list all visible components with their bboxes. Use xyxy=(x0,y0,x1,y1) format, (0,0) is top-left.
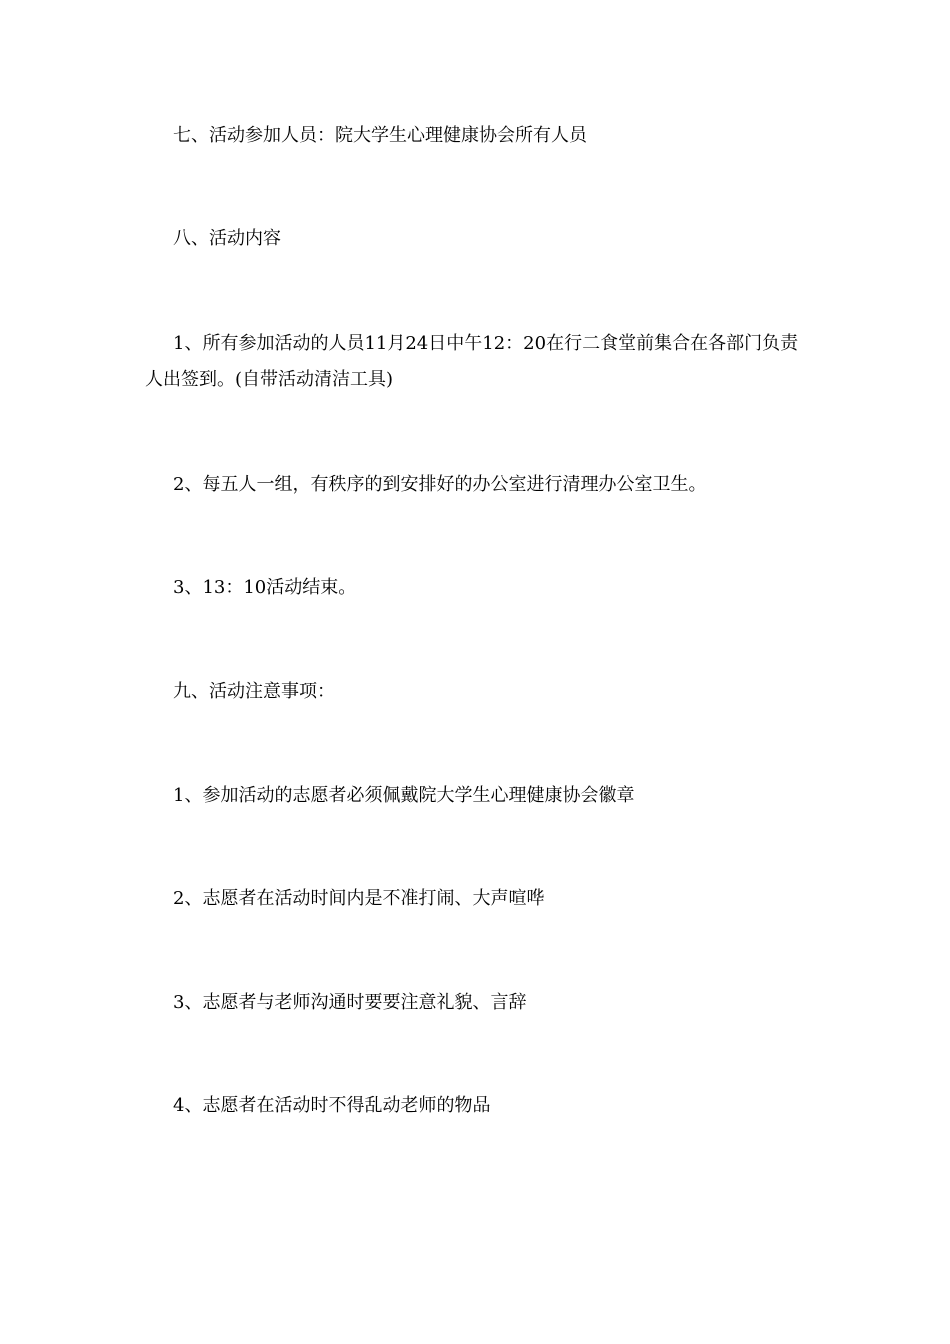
content-item-3: 3、13：10活动结束。 xyxy=(173,577,357,598)
notice-item-4: 4、志愿者在活动时不得乱动老师的物品 xyxy=(173,1095,491,1116)
content-item-1: 1、所有参加活动的人员11月24日中午12：20在行二食堂前集合在各部门负责人出签到。(自带活动清洁工具) xyxy=(145,333,799,390)
notice-item-2: 2、志愿者在活动时间内是不准打闹、大声喧哗 xyxy=(173,888,545,909)
section-nine-heading: 九、活动注意事项： xyxy=(173,681,335,702)
section-seven-participants: 七、活动参加人员：院大学生心理健康协会所有人员 xyxy=(173,125,587,146)
section-eight-heading: 八、活动内容 xyxy=(173,228,281,249)
notice-item-1: 1、参加活动的志愿者必须佩戴院大学生心理健康协会徽章 xyxy=(173,785,635,806)
notice-item-3: 3、志愿者与老师沟通时要要注意礼貌、言辞 xyxy=(173,992,527,1013)
content-item-2: 2、每五人一组，有秩序的到安排好的办公室进行清理办公室卫生。 xyxy=(173,474,707,495)
